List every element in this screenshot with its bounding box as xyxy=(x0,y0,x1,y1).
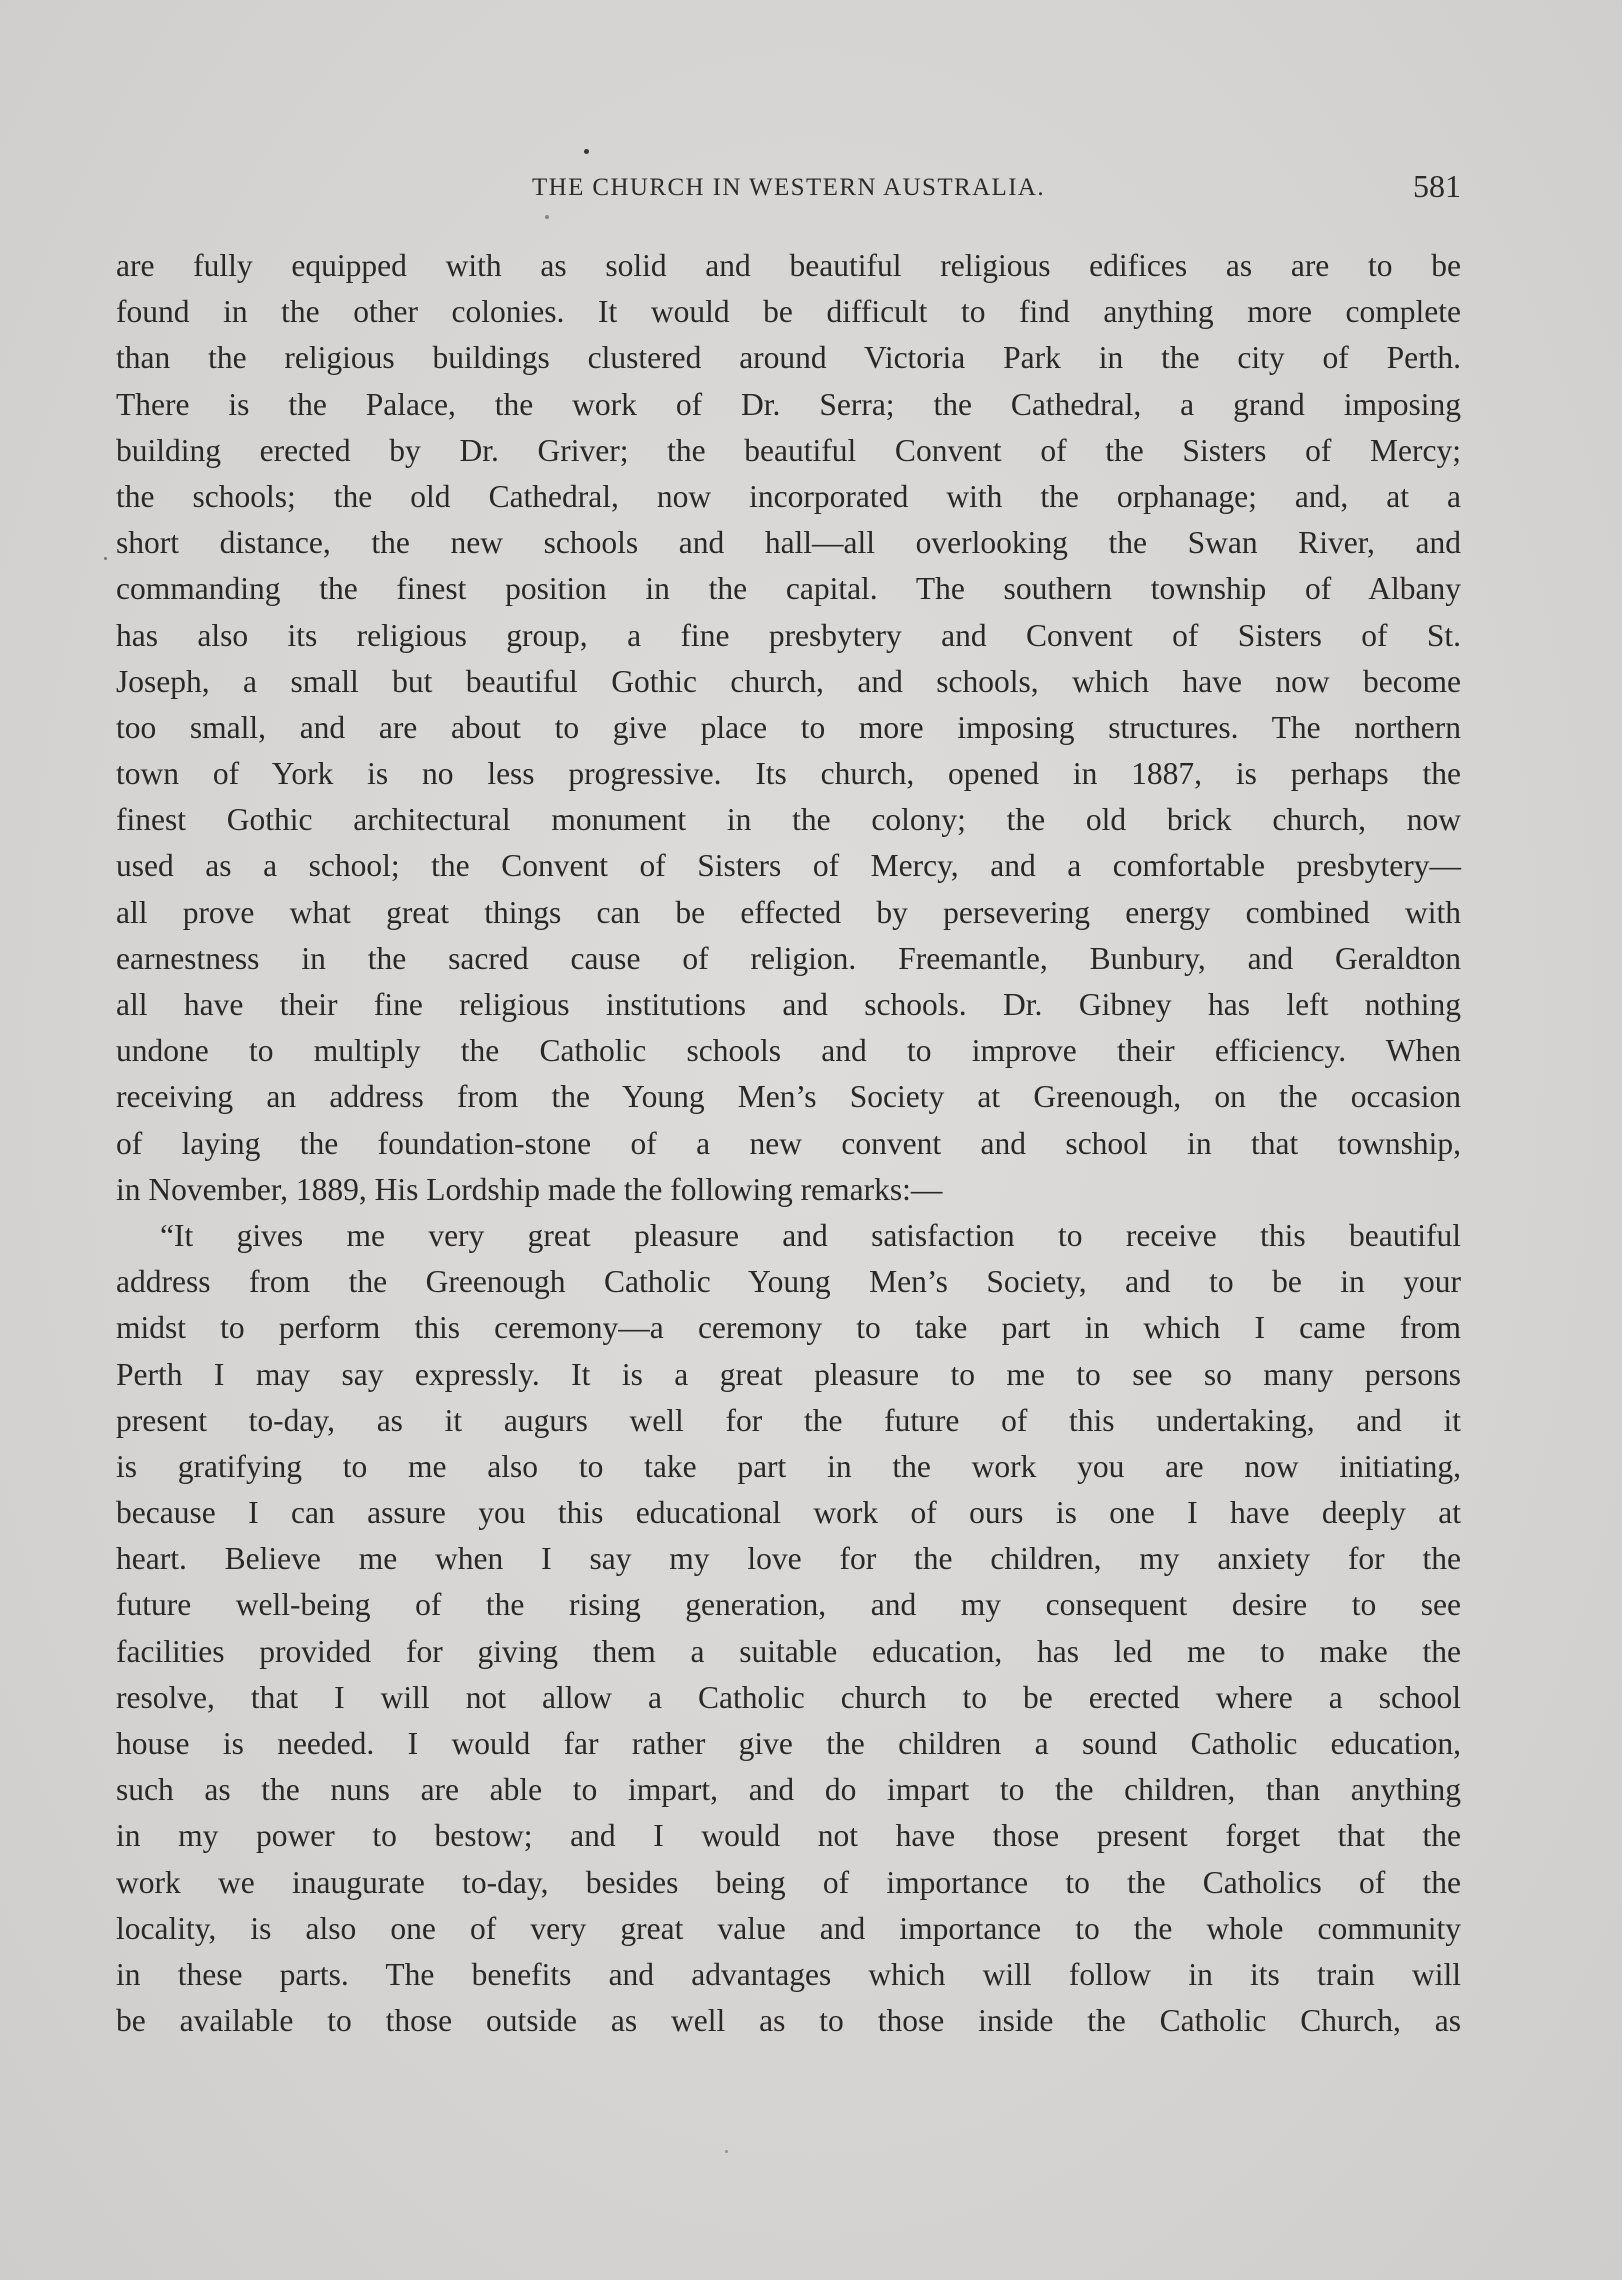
text-line: “It gives me very great pleasure and satisfaction to receive this beautiful xyxy=(160,1217,1461,1253)
ink-speck xyxy=(104,557,107,560)
text-line: resolve, that I will not allow a Catholic church to be erected where a school xyxy=(116,1679,1461,1715)
ink-speck xyxy=(584,149,589,154)
text-line: in November, 1889, His Lordship made the following remarks:— xyxy=(116,1171,943,1207)
ink-speck xyxy=(725,2150,728,2153)
page-header xyxy=(116,166,1461,210)
text-line: the schools; the old Cathedral, now incorporated with the orphanage; and, at a xyxy=(116,478,1461,514)
text-line: heart. Believe me when I say my love for the children, my anxiety for the xyxy=(116,1541,1461,1577)
text-line: because I can assure you this educational work of ours is one I have deeply at xyxy=(116,1495,1461,1531)
text-line: Perth I may say expressly. It is a great pleasure to me to see so many persons xyxy=(116,1356,1461,1392)
text-line: receiving an address from the Young Men’s Society at Greenough, on the occasion xyxy=(116,1079,1461,1115)
text-line: commanding the finest position in the capital. The southern township of Albany xyxy=(116,571,1461,607)
text-line: of laying the foundation-stone of a new convent and school in that township, xyxy=(116,1125,1461,1161)
text-line: There is the Palace, the work of Dr. Serra; the Cathedral, a grand imposing xyxy=(116,386,1461,422)
text-line: all have their fine religious institutions and schools. Dr. Gibney has left nothing xyxy=(116,987,1461,1022)
text-line: house is needed. I would far rather give the children a sound Catholic education, xyxy=(116,1726,1461,1761)
text-line: Joseph, a small but beautiful Gothic church, and schools, which have now become xyxy=(116,663,1461,699)
text-line: finest Gothic architectural monument in the colony; the old brick church, now xyxy=(116,802,1461,838)
text-line: earnestness in the sacred cause of religion. Freemantle, Bunbury, and Geraldton xyxy=(116,940,1461,976)
text-line: short distance, the new schools and hall—all overlooking the Swan River, and xyxy=(116,525,1461,561)
page-number: 581 xyxy=(1413,168,1461,204)
text-line: has also its religious group, a fine presbytery and Convent of Sisters of St. xyxy=(116,617,1461,653)
text-line: town of York is no less progressive. Its church, opened in 1887, is perhaps the xyxy=(116,756,1461,792)
text-line: such as the nuns are able to impart, and do impart to the children, than anything xyxy=(116,1772,1461,1808)
text-line: in my power to bestow; and I would not have those present forget that the xyxy=(116,1818,1461,1854)
text-line: found in the other colonies. It would be difficult to find anything more complete xyxy=(116,294,1461,330)
text-line: building erected by Dr. Griver; the beautiful Convent of the Sisters of Mercy; xyxy=(116,432,1461,468)
text-line: work we inaugurate to-day, besides being of importance to the Catholics of the xyxy=(116,1864,1461,1900)
text-line: are fully equipped with as solid and beautiful religious edifices as are to be xyxy=(116,248,1461,283)
text-line: than the religious buildings clustered around Victoria Park in the city of Perth. xyxy=(116,340,1461,376)
ink-speck xyxy=(545,215,549,219)
running-title: THE CHURCH IN WESTERN AUSTRALIA. xyxy=(531,174,1046,201)
text-line: too small, and are about to give place to more imposing structures. The northern xyxy=(116,709,1461,745)
text-line: be available to those outside as well as to those inside the Catholic Church, as xyxy=(116,2003,1461,2039)
text-line: midst to perform this ceremony—a ceremony to take part in which I came from xyxy=(116,1310,1461,1346)
text-line: used as a school; the Convent of Sisters of Mercy, and a comfortable presbytery— xyxy=(116,848,1461,884)
body-text xyxy=(116,243,1461,2044)
text-line: facilities provided for giving them a suitable education, has led me to make the xyxy=(116,1633,1461,1669)
text-line: in these parts. The benefits and advantages which will follow in its train will xyxy=(116,1956,1461,1992)
text-line: present to-day, as it augurs well for the future of this undertaking, and it xyxy=(116,1402,1461,1438)
text-line: address from the Greenough Catholic Young Men’s Society, and to be in your xyxy=(116,1264,1461,1300)
text-line: locality, is also one of very great value and importance to the whole community xyxy=(116,1910,1461,1946)
text-line: is gratifying to me also to take part in the work you are now initiating, xyxy=(116,1448,1461,1484)
text-line: undone to multiply the Catholic schools and to improve their efficiency. When xyxy=(116,1033,1461,1069)
text-line: future well-being of the rising generation, and my consequent desire to see xyxy=(116,1587,1461,1623)
text-line: all prove what great things can be effected by persevering energy combined with xyxy=(116,894,1461,930)
